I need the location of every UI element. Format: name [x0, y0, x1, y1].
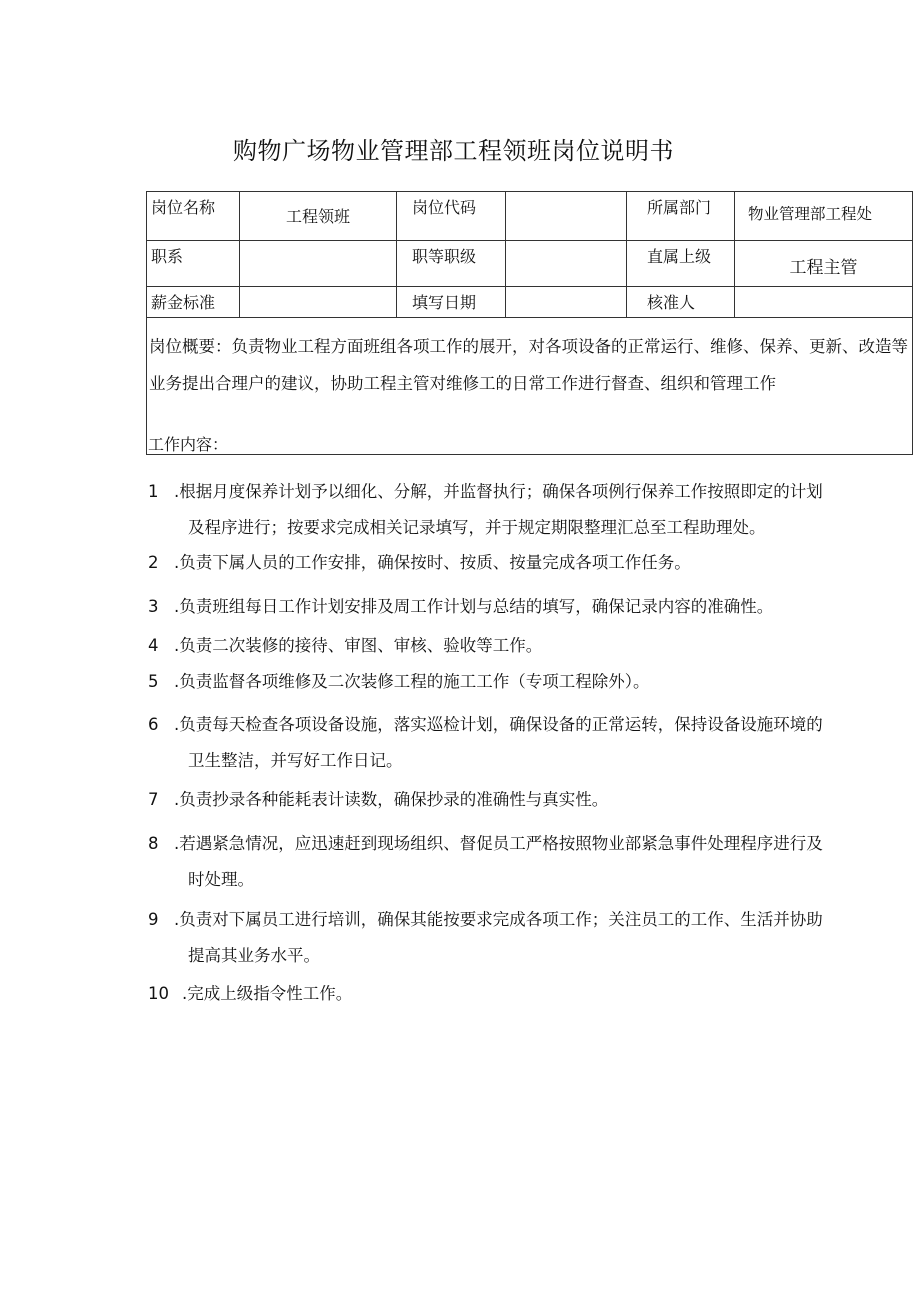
label-job-family: 职系 — [147, 241, 240, 287]
value-salary-standard — [240, 287, 397, 318]
table-row — [147, 241, 913, 287]
value-approver — [735, 287, 913, 318]
item-number: 8 — [148, 834, 159, 853]
item-number: 10 — [148, 984, 169, 1003]
item-number: 3 — [148, 597, 159, 616]
list-item — [148, 664, 650, 700]
table-row — [147, 192, 913, 241]
item-text: .负责下属人员的工作安排，确保按时、按质、按量完成各项工作任务。 — [174, 553, 691, 572]
item-text: .若遇紧急情况，应迅速赶到现场组织、督促员工严格按照物业部紧急事件处理程序进行及 — [174, 834, 823, 853]
list-item — [148, 474, 823, 546]
item-number: 1 — [148, 482, 159, 501]
table-row — [147, 318, 913, 455]
value-grade-level — [506, 241, 627, 287]
job-info-table — [146, 191, 913, 455]
item-text: .负责对下属员工进行培训，确保其能按要求完成各项工作；关注员工的工作、生活并协助 — [174, 910, 823, 929]
item-text: .负责监督各项维修及二次装修工程的施工工作（专项工程除外）。 — [174, 672, 650, 691]
value-fill-date — [506, 287, 627, 318]
duties-heading: 工作内容： — [148, 435, 229, 454]
item-number: 2 — [148, 553, 159, 572]
item-text: .负责二次装修的接待、审图、审核、验收等工作。 — [174, 636, 543, 655]
value-position-name: 工程领班 — [240, 192, 397, 241]
label-department: 所属部门 — [627, 192, 735, 241]
list-item — [148, 628, 542, 664]
list-item — [148, 902, 823, 974]
value-position-code — [506, 192, 627, 241]
value-job-family — [240, 241, 397, 287]
item-number: 5 — [148, 672, 159, 691]
label-grade-level: 职等职级 — [397, 241, 506, 287]
table-row — [147, 287, 913, 318]
item-number: 9 — [148, 910, 159, 929]
list-item — [148, 976, 352, 1012]
item-number: 6 — [148, 715, 159, 734]
document-title: 购物广场物业管理部工程领班岗位说明书 — [233, 137, 674, 165]
label-position-name: 岗位名称 — [147, 192, 240, 241]
label-salary-standard: 薪金标准 — [147, 287, 240, 318]
item-number: 7 — [148, 790, 159, 809]
item-text-continued: 时处理。 — [188, 870, 254, 889]
item-text-continued: 卫生整洁，并写好工作日记。 — [188, 751, 403, 770]
label-direct-supervisor: 直属上级 — [627, 241, 735, 287]
item-text: .完成上级指令性工作。 — [182, 984, 353, 1003]
list-item — [148, 707, 823, 779]
label-position-code: 岗位代码 — [397, 192, 506, 241]
item-text-continued: 提高其业务水平。 — [188, 946, 320, 965]
list-item — [148, 826, 823, 898]
position-overview: 岗位概要：负责物业工程方面班组各项工作的展开，对各项设备的正常运行、维修、保养、更新、改造等业务提出合理户的建议，协助工程主管对维修工的日常工作进行督查、组织和管理工作 — [147, 318, 913, 455]
item-number: 4 — [148, 636, 159, 655]
list-item — [148, 545, 691, 581]
value-department: 物业管理部工程处 — [735, 192, 913, 241]
item-text-continued: 及程序进行；按要求完成相关记录填写，并于规定期限整理汇总至工程助理处。 — [188, 518, 766, 537]
value-direct-supervisor: 工程主管 — [735, 241, 913, 287]
item-text: .根据月度保养计划予以细化、分解，并监督执行；确保各项例行保养工作按照即定的计划 — [174, 482, 823, 501]
item-text: .负责每天检查各项设备设施，落实巡检计划，确保设备的正常运转，保持设备设施环境的 — [174, 715, 823, 734]
list-item — [148, 589, 773, 625]
label-approver: 核准人 — [627, 287, 735, 318]
item-text: .负责抄录各种能耗表计读数，确保抄录的准确性与真实性。 — [174, 790, 609, 809]
item-text: .负责班组每日工作计划安排及周工作计划与总结的填写，确保记录内容的准确性。 — [174, 597, 774, 616]
label-fill-date: 填写日期 — [397, 287, 506, 318]
list-item — [148, 782, 608, 818]
